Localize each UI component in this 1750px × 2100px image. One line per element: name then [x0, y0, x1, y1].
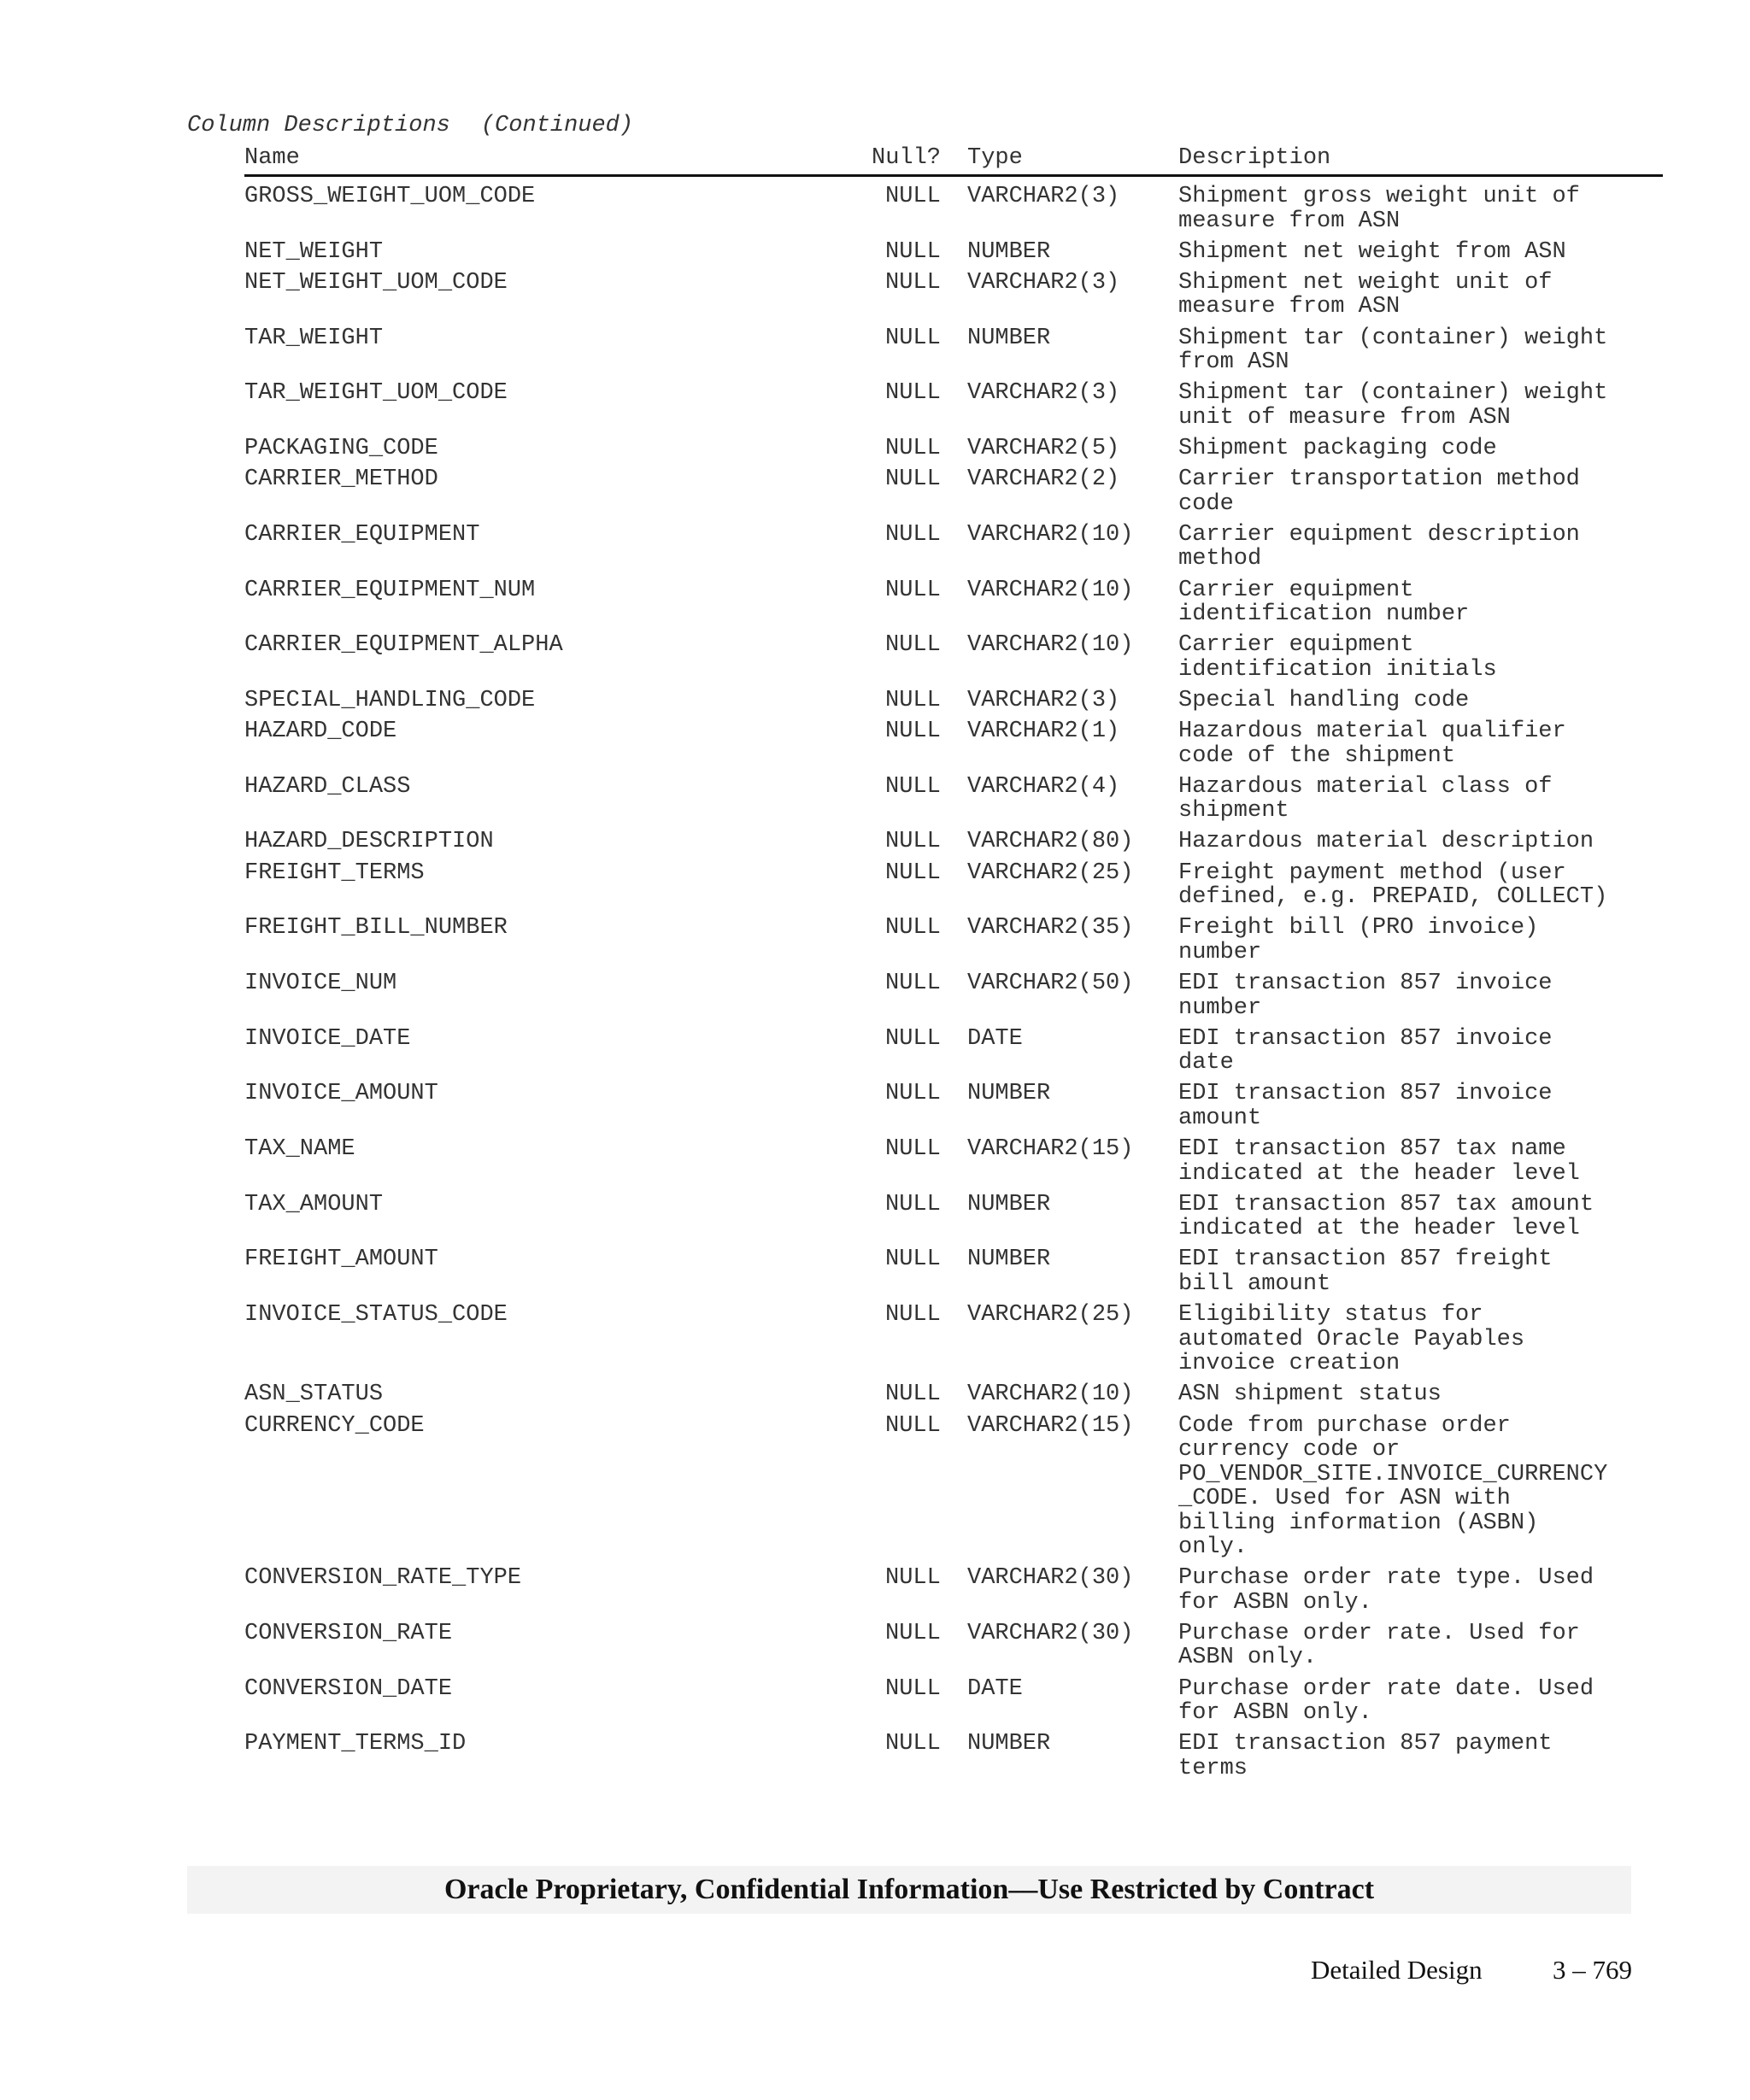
- column-null: NULL: [885, 269, 941, 296]
- column-null: NULL: [885, 1565, 941, 1592]
- column-name: PACKAGING_CODE: [244, 435, 438, 461]
- column-null: NULL: [885, 1731, 941, 1757]
- table-row: [244, 326, 1663, 375]
- table-row: [244, 861, 1663, 910]
- table-row: [244, 689, 1663, 713]
- header-null: Null?: [872, 145, 942, 171]
- column-name: TAR_WEIGHT_UOM_CODE: [244, 380, 508, 407]
- column-description: Carrier equipment identification number: [1178, 577, 1470, 627]
- table-row: [244, 1677, 1663, 1726]
- column-description-table: [244, 185, 1663, 1787]
- column-name: ASN_STATUS: [244, 1381, 384, 1408]
- column-null: NULL: [885, 1302, 941, 1329]
- column-null: NULL: [885, 773, 941, 800]
- column-name: FREIGHT_BILL_NUMBER: [244, 915, 508, 941]
- table-row: [244, 1137, 1663, 1186]
- column-null: NULL: [885, 1675, 941, 1702]
- column-description: Carrier equipment description method: [1178, 521, 1580, 572]
- column-name: HAZARD_DESCRIPTION: [244, 829, 494, 855]
- column-description: Shipment tar (container) weight unit of measure from ASN: [1178, 380, 1608, 431]
- column-description: ASN shipment status: [1178, 1381, 1442, 1408]
- table-row: [244, 1303, 1663, 1376]
- table-row: [244, 971, 1663, 1020]
- column-description: Code from purchase order currency code or PO_VENDOR_SITE.INVOICE_CURRENCY _CODE. Used for ASN with billing information (ASBN) only.: [1178, 1412, 1608, 1560]
- table-row: [244, 240, 1663, 265]
- column-null: NULL: [885, 466, 941, 493]
- page-footer: [1282, 1955, 1632, 1989]
- confidential-notice: Oracle Proprietary, Confidential Information––Use Restricted by Contract: [443, 1874, 1375, 1905]
- column-description: EDI transaction 857 invoice date: [1178, 1025, 1553, 1076]
- table-row: [244, 1027, 1663, 1076]
- column-name: CARRIER_EQUIPMENT_NUM: [244, 577, 536, 603]
- table-row: [244, 775, 1663, 824]
- column-description: EDI transaction 857 tax amount indicated at the header level: [1178, 1191, 1594, 1242]
- column-null: NULL: [885, 971, 941, 996]
- column-description: Shipment packaging code: [1178, 435, 1497, 461]
- column-type: VARCHAR2(1): [967, 719, 1120, 745]
- column-type: VARCHAR2(25): [967, 1302, 1134, 1329]
- column-null: NULL: [885, 915, 941, 941]
- table-row: [244, 437, 1663, 461]
- page-number: 3 – 769: [1553, 1955, 1632, 1985]
- table-row: [244, 1732, 1663, 1780]
- column-name: INVOICE_NUM: [244, 971, 397, 996]
- column-null: NULL: [885, 521, 941, 548]
- column-null: NULL: [885, 632, 941, 659]
- table-row: [244, 185, 1663, 233]
- table-row: [244, 830, 1663, 854]
- column-description: Hazardous material class of shipment: [1178, 773, 1553, 824]
- column-name: FREIGHT_AMOUNT: [244, 1247, 438, 1273]
- table-row: [244, 1382, 1663, 1407]
- column-name: CONVERSION_RATE_TYPE: [244, 1565, 522, 1592]
- table-row: [244, 719, 1663, 768]
- column-type: VARCHAR2(25): [967, 859, 1134, 886]
- table-row: [244, 1622, 1663, 1670]
- table-row: [244, 916, 1663, 965]
- column-null: NULL: [885, 1412, 941, 1439]
- column-name: CONVERSION_DATE: [244, 1675, 453, 1702]
- column-name: CARRIER_METHOD: [244, 466, 438, 493]
- column-type: VARCHAR2(4): [967, 773, 1120, 800]
- column-description: Shipment net weight unit of measure from ASN: [1178, 269, 1553, 320]
- column-type: VARCHAR2(35): [967, 915, 1134, 941]
- table-row: [244, 633, 1663, 682]
- column-type: DATE: [967, 1025, 1023, 1052]
- column-type: VARCHAR2(10): [967, 632, 1134, 659]
- column-name: CURRENCY_CODE: [244, 1412, 425, 1439]
- header-description: Description: [1178, 145, 1331, 171]
- column-null: NULL: [885, 1191, 941, 1217]
- column-name: NET_WEIGHT_UOM_CODE: [244, 269, 508, 296]
- column-description: Eligibility status for automated Oracle Payables invoice creation: [1178, 1302, 1525, 1377]
- chapter-title: Detailed Design: [1311, 1955, 1483, 1985]
- column-description: EDI transaction 857 tax name indicated at the header level: [1178, 1136, 1580, 1187]
- column-description: EDI transaction 857 invoice number: [1178, 971, 1553, 1021]
- column-description: Carrier equipment identification initials: [1178, 632, 1497, 683]
- column-description: Freight payment method (user defined, e.g. PREPAID, COLLECT): [1178, 859, 1608, 911]
- column-type: NUMBER: [967, 1191, 1051, 1217]
- column-type: VARCHAR2(10): [967, 521, 1134, 548]
- column-name: GROSS_WEIGHT_UOM_CODE: [244, 184, 536, 209]
- column-description: Shipment tar (container) weight from ASN: [1178, 325, 1608, 376]
- table-row: [244, 578, 1663, 627]
- column-description: Purchase order rate date. Used for ASBN only.: [1178, 1675, 1594, 1727]
- column-type: NUMBER: [967, 238, 1051, 265]
- column-description: Hazardous material qualifier code of the shipment: [1178, 719, 1566, 769]
- table-row: [244, 1566, 1663, 1615]
- column-type: NUMBER: [967, 1081, 1051, 1107]
- table-row: [244, 1082, 1663, 1130]
- header-name: Name: [244, 145, 300, 171]
- column-type: VARCHAR2(15): [967, 1412, 1134, 1439]
- column-name: INVOICE_STATUS_CODE: [244, 1302, 508, 1329]
- column-description: EDI transaction 857 payment terms: [1178, 1731, 1553, 1781]
- column-name: INVOICE_DATE: [244, 1025, 411, 1052]
- column-description: Purchase order rate type. Used for ASBN only.: [1178, 1565, 1594, 1616]
- column-name: CARRIER_EQUIPMENT: [244, 521, 480, 548]
- column-description: Purchase order rate. Used for ASBN only.: [1178, 1620, 1580, 1671]
- column-name: INVOICE_AMOUNT: [244, 1081, 438, 1107]
- column-type: VARCHAR2(15): [967, 1136, 1134, 1163]
- column-name: HAZARD_CLASS: [244, 773, 411, 800]
- column-name: PAYMENT_TERMS_ID: [244, 1731, 467, 1757]
- column-type: VARCHAR2(3): [967, 184, 1120, 209]
- column-type: VARCHAR2(80): [967, 829, 1134, 855]
- column-null: NULL: [885, 325, 941, 351]
- column-null: NULL: [885, 1620, 941, 1646]
- column-name: CARRIER_EQUIPMENT_ALPHA: [244, 632, 563, 659]
- column-description: Shipment net weight from ASN: [1178, 238, 1566, 265]
- column-null: NULL: [885, 1136, 941, 1163]
- column-type: VARCHAR2(2): [967, 466, 1120, 493]
- column-description: Special handling code: [1178, 687, 1470, 713]
- column-name: CONVERSION_RATE: [244, 1620, 453, 1646]
- table-row: [244, 381, 1663, 430]
- column-name: SPECIAL_HANDLING_CODE: [244, 687, 536, 713]
- column-null: NULL: [885, 1247, 941, 1273]
- table-row: [244, 1247, 1663, 1296]
- column-description: EDI transaction 857 freight bill amount: [1178, 1247, 1553, 1297]
- column-description: Carrier transportation method code: [1178, 466, 1580, 517]
- column-type: DATE: [967, 1675, 1023, 1702]
- section-title: [187, 113, 633, 138]
- column-null: NULL: [885, 719, 941, 745]
- table-row: [244, 271, 1663, 320]
- column-type: VARCHAR2(50): [967, 971, 1134, 996]
- table-row: [244, 1193, 1663, 1241]
- column-header-row: [244, 145, 1663, 177]
- column-name: TAX_AMOUNT: [244, 1191, 384, 1217]
- column-null: NULL: [885, 435, 941, 461]
- column-null: NULL: [885, 859, 941, 886]
- column-type: VARCHAR2(30): [967, 1620, 1134, 1646]
- column-null: NULL: [885, 1381, 941, 1408]
- column-type: VARCHAR2(3): [967, 380, 1120, 407]
- column-null: NULL: [885, 380, 941, 407]
- section-title-text: Column Descriptions: [187, 113, 450, 138]
- table-row: [244, 1414, 1663, 1560]
- column-null: NULL: [885, 184, 941, 209]
- column-null: NULL: [885, 238, 941, 265]
- table-row: [244, 467, 1663, 516]
- column-null: NULL: [885, 577, 941, 603]
- column-name: HAZARD_CODE: [244, 719, 397, 745]
- column-type: VARCHAR2(3): [967, 269, 1120, 296]
- column-type: VARCHAR2(10): [967, 1381, 1134, 1408]
- column-type: VARCHAR2(30): [967, 1565, 1134, 1592]
- column-null: NULL: [885, 829, 941, 855]
- column-description: Hazardous material description: [1178, 829, 1594, 855]
- column-null: NULL: [885, 687, 941, 713]
- confidential-banner: [187, 1866, 1631, 1914]
- column-null: NULL: [885, 1025, 941, 1052]
- column-name: TAX_NAME: [244, 1136, 355, 1163]
- column-null: NULL: [885, 1081, 941, 1107]
- column-type: NUMBER: [967, 325, 1051, 351]
- column-type: NUMBER: [967, 1247, 1051, 1273]
- column-type: VARCHAR2(3): [967, 687, 1120, 713]
- continued-label: (Continued): [480, 113, 634, 138]
- column-name: TAR_WEIGHT: [244, 325, 384, 351]
- column-name: FREIGHT_TERMS: [244, 859, 425, 886]
- column-description: Freight bill (PRO invoice) number: [1178, 915, 1539, 965]
- column-type: NUMBER: [967, 1731, 1051, 1757]
- table-row: [244, 523, 1663, 572]
- column-description: EDI transaction 857 invoice amount: [1178, 1081, 1553, 1131]
- header-type: Type: [967, 145, 1023, 171]
- column-type: VARCHAR2(10): [967, 577, 1134, 603]
- column-type: VARCHAR2(5): [967, 435, 1120, 461]
- column-description: Shipment gross weight unit of measure from ASN: [1178, 184, 1580, 234]
- column-name: NET_WEIGHT: [244, 238, 384, 265]
